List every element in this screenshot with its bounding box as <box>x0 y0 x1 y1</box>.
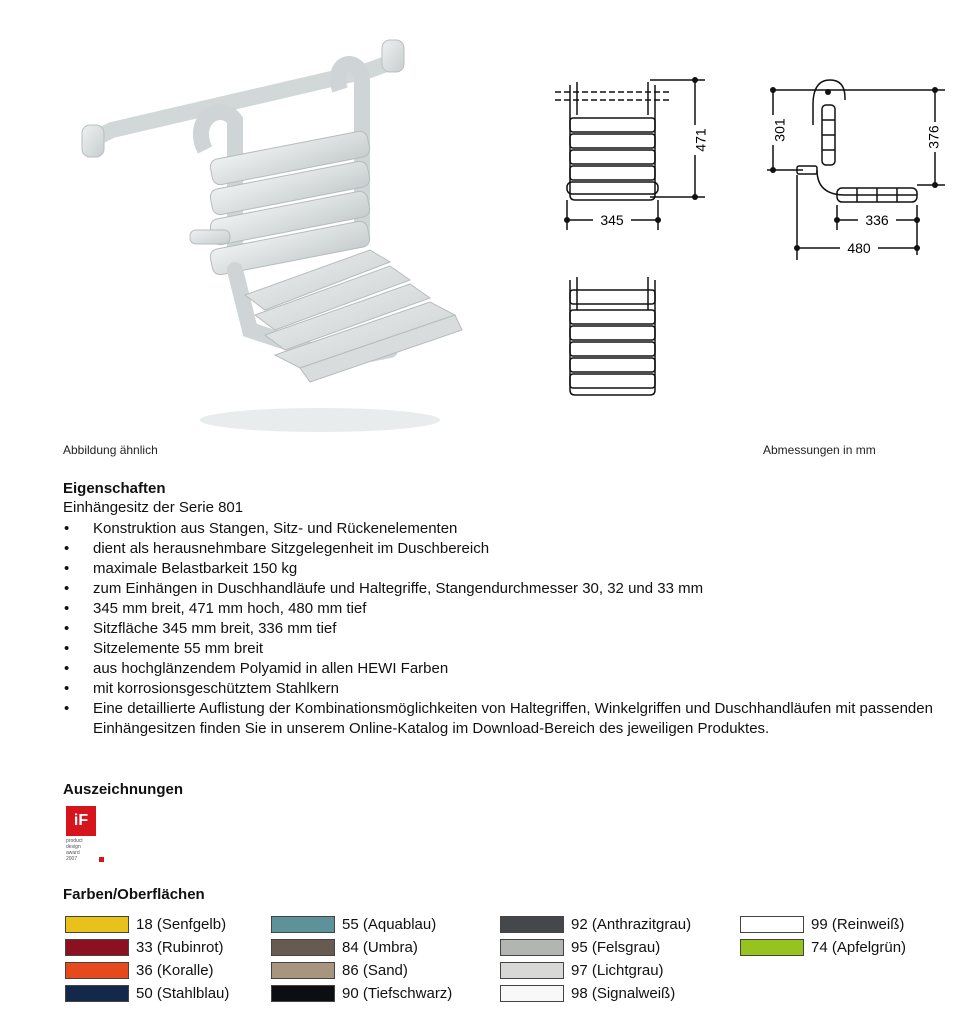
color-option <box>271 913 436 935</box>
color-swatch <box>271 962 335 979</box>
properties-intro: Einhängesitz der Serie 801 <box>63 499 244 516</box>
logo-text-award: award <box>66 850 80 856</box>
color-swatch <box>740 939 804 956</box>
color-label: 92 (Anthrazitgrau) <box>571 915 692 933</box>
color-label: 90 (Tiefschwarz) <box>342 984 453 1002</box>
color-label: 95 (Felsgrau) <box>571 938 661 956</box>
dim-depth-side: 301 <box>771 118 788 142</box>
color-label: 36 (Koralle) <box>136 961 214 979</box>
properties-title: Eigenschaften <box>63 480 166 497</box>
color-swatch <box>500 916 564 933</box>
logo-text-product: product <box>66 838 83 844</box>
color-option <box>271 959 408 981</box>
color-label: 74 (Apfelgrün) <box>811 938 907 956</box>
color-option <box>500 913 691 935</box>
dim-height: 471 <box>692 128 709 152</box>
color-swatch <box>500 962 564 979</box>
feature-item: • zum Einhängen in Duschhandläufe und Haltegriffe, Stangendurchmesser 30, 32 und 33 mm <box>63 579 943 599</box>
feature-item: • Eine detaillierte Auflistung der Kombinationsmöglichkeiten von Haltegriffen, Winkelgriffen und Duschhandläufen mit passenden Einhängesitzen finden Sie in unserem Online-Katalog im Download-Bereich des jeweiligen Produktes. <box>63 699 943 739</box>
color-swatch <box>65 985 129 1002</box>
color-option <box>271 936 418 958</box>
technical-drawings <box>545 70 955 410</box>
feature-list <box>63 519 943 739</box>
image-caption: Abbildung ähnlich <box>63 443 158 457</box>
color-swatch <box>271 985 335 1002</box>
colors-title: Farben/Oberflächen <box>63 886 205 903</box>
awards-title: Auszeichnungen <box>63 781 184 798</box>
feature-item: • Konstruktion aus Stangen, Sitz- und Rückenelementen <box>63 519 943 539</box>
feature-item: • mit korrosionsgeschütztem Stahlkern <box>63 679 943 699</box>
color-swatch <box>500 939 564 956</box>
color-label: 55 (Aquablau) <box>342 915 437 933</box>
logo-text-year: 2007 <box>66 856 78 862</box>
color-option <box>65 913 226 935</box>
color-option <box>65 936 224 958</box>
color-swatch <box>271 939 335 956</box>
feature-item: • Sitzelemente 55 mm breit <box>63 639 943 659</box>
color-label: 84 (Umbra) <box>342 938 418 956</box>
color-option <box>500 982 675 1004</box>
dim-height-side: 376 <box>925 125 942 149</box>
color-label: 99 (Reinweiß) <box>811 915 905 933</box>
feature-item: • maximale Belastbarkeit 150 kg <box>63 559 943 579</box>
color-swatch <box>500 985 564 1002</box>
logo-text-design: design <box>66 844 81 850</box>
color-label: 86 (Sand) <box>342 961 408 979</box>
color-swatch <box>65 939 129 956</box>
color-option <box>740 913 904 935</box>
if-award-logo: iF product design award 2007 <box>66 806 104 866</box>
dimensions-caption: Abmessungen in mm <box>763 443 876 457</box>
color-label: 50 (Stahlblau) <box>136 984 230 1002</box>
color-label: 97 (Lichtgrau) <box>571 961 664 979</box>
color-option <box>65 982 229 1004</box>
color-option <box>271 982 452 1004</box>
feature-item: • Sitzfläche 345 mm breit, 336 mm tief <box>63 619 943 639</box>
dim-depth: 480 <box>847 240 871 256</box>
dim-seat-depth: 336 <box>865 212 889 228</box>
feature-item: • aus hochglänzendem Polyamid in allen HEWI Farben <box>63 659 943 679</box>
color-label: 98 (Signalweiß) <box>571 984 676 1002</box>
color-swatch <box>740 916 804 933</box>
color-option <box>500 959 664 981</box>
product-image <box>70 30 490 440</box>
color-swatch <box>65 916 129 933</box>
dim-width: 345 <box>600 212 624 228</box>
feature-item: • 345 mm breit, 471 mm hoch, 480 mm tief <box>63 599 943 619</box>
color-option <box>65 959 214 981</box>
color-swatch <box>65 962 129 979</box>
feature-item: • dient als herausnehmbare Sitzgelegenheit im Duschbereich <box>63 539 943 559</box>
color-option <box>500 936 660 958</box>
color-label: 33 (Rubinrot) <box>136 938 224 956</box>
color-label: 18 (Senfgelb) <box>136 915 227 933</box>
color-option <box>740 936 906 958</box>
color-swatch <box>271 916 335 933</box>
